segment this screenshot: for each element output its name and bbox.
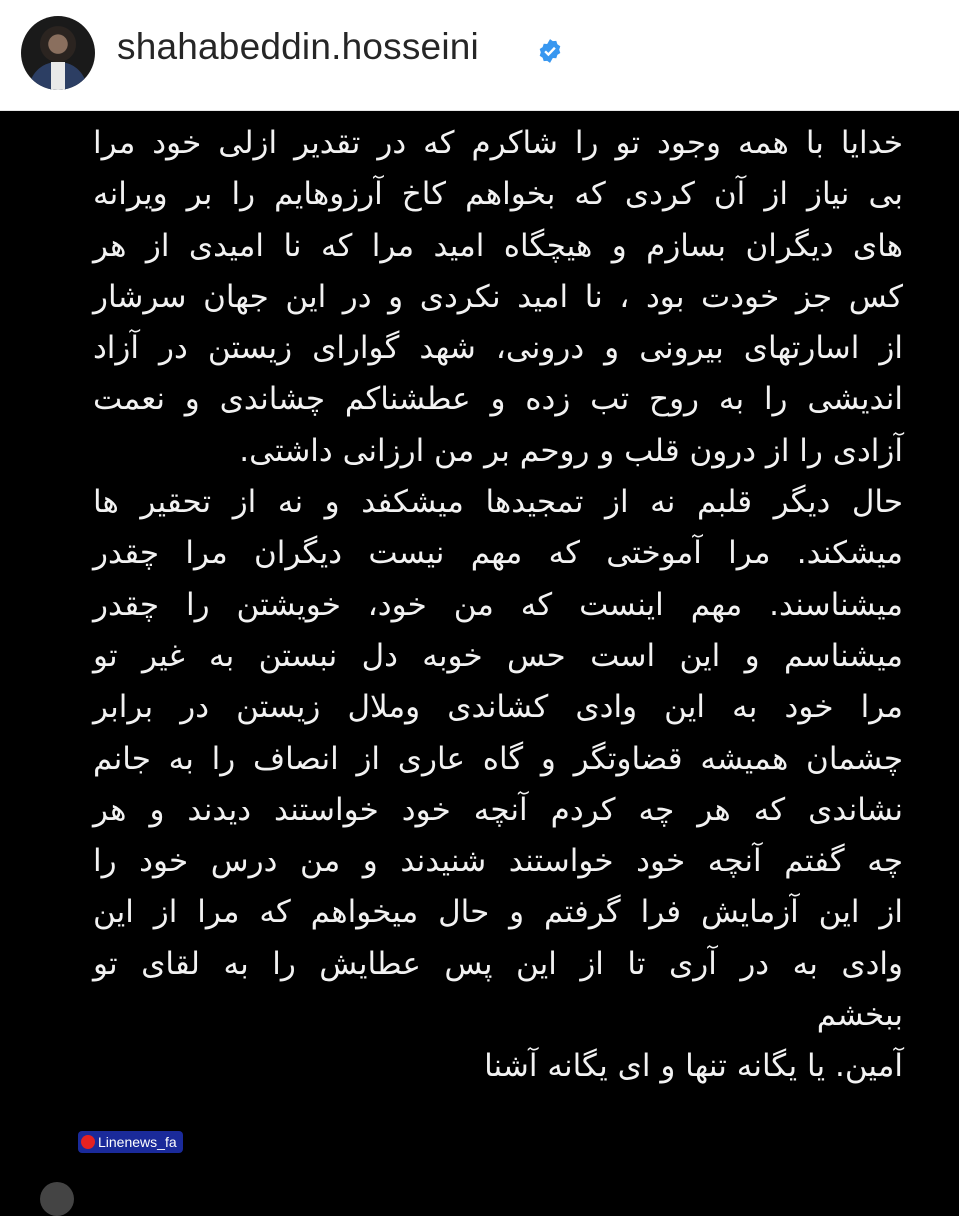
- text-line: کس جز خودت بود ، نا امید نکردی و در این جهان سرشار: [93, 278, 903, 315]
- text-line: میشناسم و این است حس خوبه دل نبستن به غیر تو: [93, 637, 903, 674]
- text-line: خدایا با همه وجود تو را شاکرم که در تقدیر ازلی خود مرا: [93, 125, 903, 161]
- text-line: نشاندی که هر چه کردم آنچه خود خواستند دیدند و هر: [93, 791, 903, 828]
- text-line: چه گفتم آنچه خود خواستند شنیدند و من درس خود را: [93, 843, 903, 880]
- text-line: مرا خود به این وادی کشاندی وملال زیستن در برابر: [93, 689, 903, 726]
- text-line: ببخشم: [816, 997, 903, 1034]
- text-line: حال دیگر قلبم نه از تمجیدها میشکفد و نه از تحقیر ها: [93, 484, 903, 521]
- text-line: چشمان همیشه قضاوتگر و گاه عاری از انصاف را به جانم: [93, 740, 903, 777]
- text-line: اندیشی را به روح تب زده و عطشناکم چشاندی و نعمت: [93, 381, 903, 418]
- text-line: های دیگران بسازم و هیچگاه امید مرا که نا امیدی از هر: [93, 227, 903, 264]
- text-line: وادی به در آری تا از این پس عطایش را به لقای تو: [93, 945, 903, 982]
- record-dot-icon: [81, 1135, 95, 1149]
- post-header: [0, 0, 959, 111]
- text-line: میشکند. مرا آموختی که مهم نیست دیگران مرا چقدر: [93, 535, 903, 572]
- text-line: از اسارتهای بیرونی و درونی، شهد گوارای زیستن در آزاد: [93, 330, 903, 367]
- username-link[interactable]: shahabeddin.hosseini: [117, 26, 479, 67]
- watermark: [78, 1131, 183, 1153]
- text-line: آزادی را از درون قلب و روحم بر من ارزانی داشتی.: [239, 432, 903, 469]
- text-line: آمین. یا یگانه تنها و ای یگانه آشنا: [484, 1048, 903, 1085]
- text-line: میشناسند. مهم اینست که من خود، خویشتن را چقدر: [93, 586, 903, 623]
- verified-badge-icon: [537, 38, 563, 64]
- text-line: از این آزمایش فرا گرفتم و حال میخواهم که مرا از این: [93, 894, 903, 931]
- bottom-avatar-partial: [40, 1182, 74, 1216]
- avatar-shirt: [51, 62, 65, 90]
- watermark-label: Linenews_fa: [98, 1134, 177, 1150]
- text-line: بی نیاز از آن کردی که بخواهم کاخ آرزوهایم را بر ویرانه: [93, 176, 903, 213]
- profile-avatar[interactable]: [21, 16, 95, 90]
- post-text: [93, 118, 903, 1093]
